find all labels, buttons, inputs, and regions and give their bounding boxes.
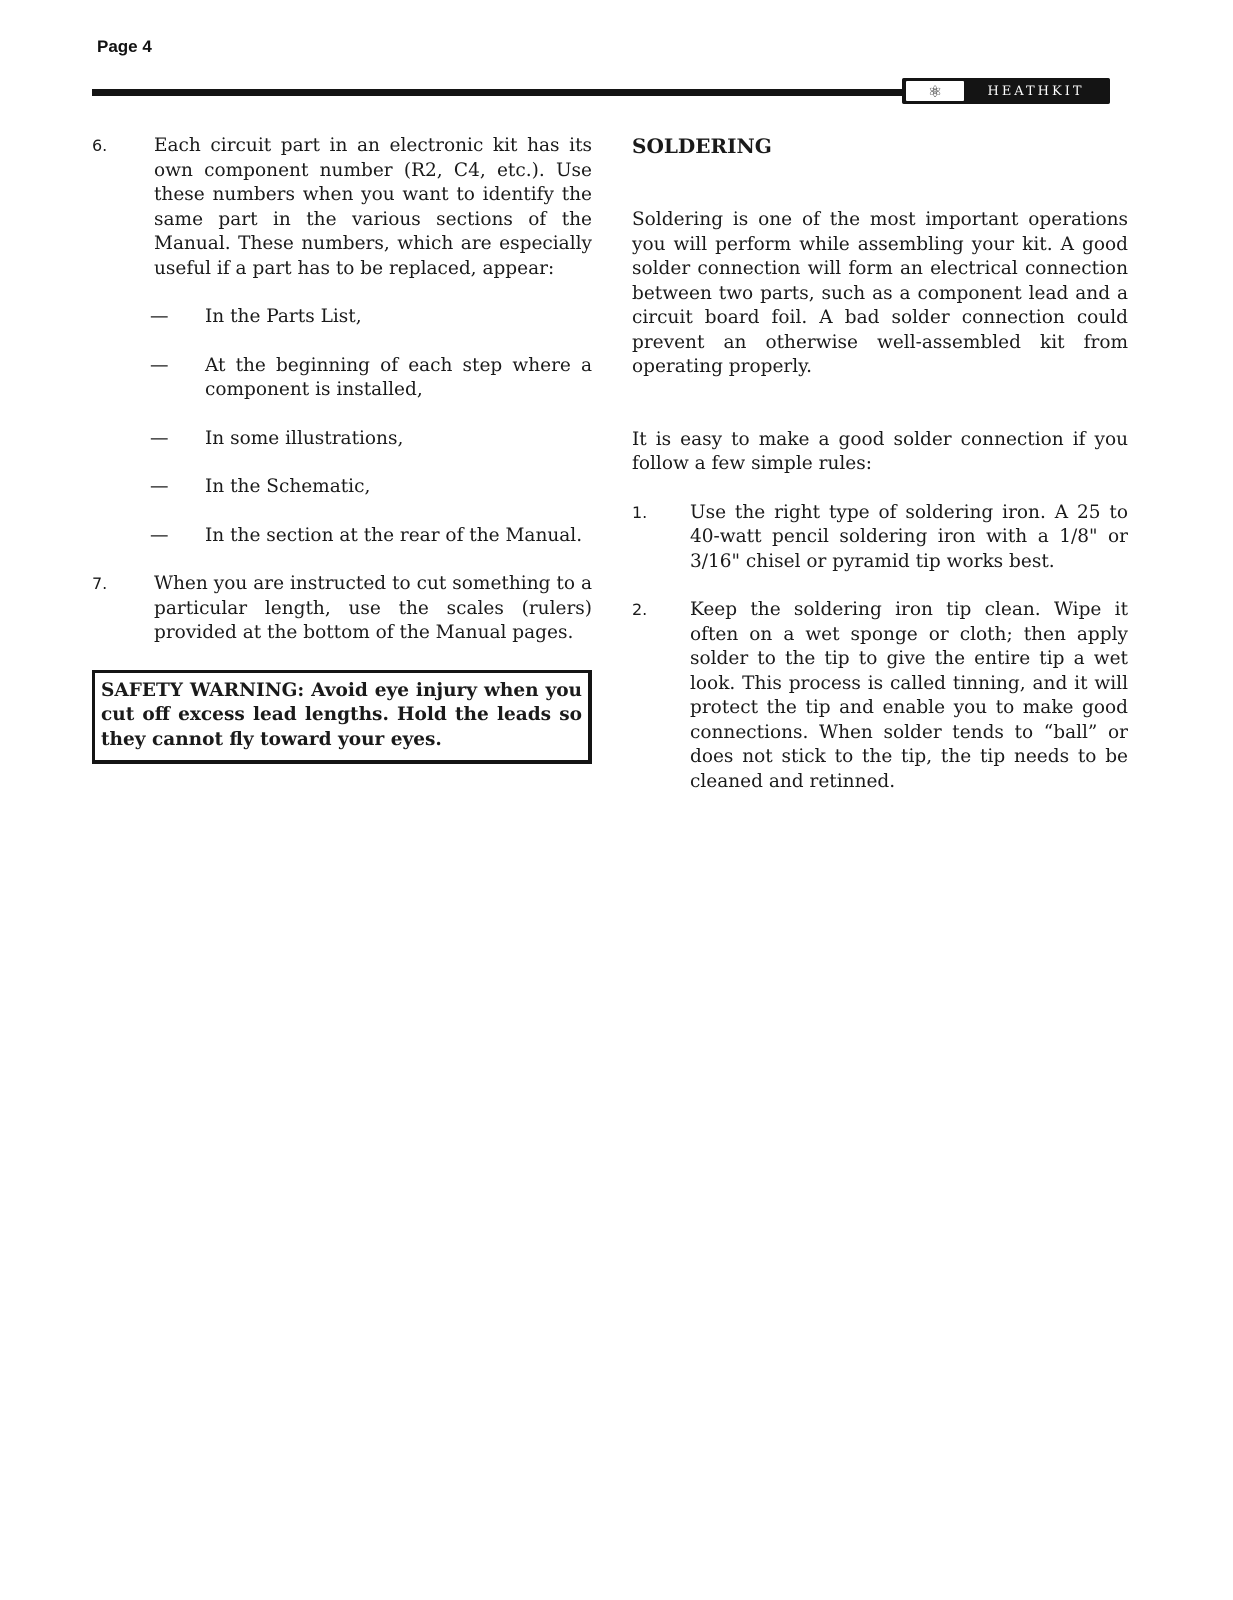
list-item [92,354,592,403]
page-number: Page 4 [97,37,152,56]
list-item [92,524,592,549]
list-item [92,305,592,330]
list-item-text: In the Parts List, [205,306,362,327]
header-rule [92,89,902,96]
appearance-list [92,305,592,548]
list-item [92,475,592,500]
list-item-text: In the section at the rear of the Manual. [205,524,583,546]
section-heading: SOLDERING [632,134,772,158]
dash-marker: — [150,306,169,327]
intro-paragraph: Soldering is one of the most important operations you will perform while assembling your kit. A good solder connection will form an electrical connection between two parts, such as a component lead and a circuit board foil. A bad solder connection could prevent an otherwise well-assembled kit from operating properly. [632,209,1128,377]
list-item [92,427,592,452]
heathkit-emblem-icon: ⚛ [906,81,964,101]
instruction-item-6 [92,134,592,281]
left-column [92,134,592,764]
rule-text: Keep the soldering iron tip clean. Wipe it often on a wet sponge or cloth; then apply solder to the tip to give the entire tip a wet look. This process is called tinning, and it will protect the tip and enable you to make good connections. When solder tends to “ball” or does not stick to the tip, the tip needs to be cleaned and retinned. [690,599,1128,792]
rule-item [632,501,1128,575]
rule-item [632,598,1128,794]
dash-marker: — [150,524,169,546]
list-item-text: In some illustrations, [205,427,404,449]
item-text: When you are instructed to cut something to a particular length, use the scales (rulers) provided at the bottom of the Manual pages. [154,573,592,643]
item-number: 7. [92,574,108,593]
right-column [632,134,1128,818]
rule-number: 2. [632,600,648,619]
safety-warning-box: SAFETY WARNING: Avoid eye injury when you cut off excess lead lengths. Hold the leads so they cannot fly toward your eyes. [92,670,592,765]
instruction-item-7 [92,572,592,646]
item-number: 6. [92,136,108,155]
logo-wordmark: HEATHKIT [987,83,1085,99]
item-text: Each circuit part in an electronic kit has its own component number (R2, C4, etc.). Use these numbers when you want to identify the same part in the various sections of the Manual. These numbers, which are especially useful if a part has to be replaced, appear: [154,135,592,279]
rule-number: 1. [632,502,648,522]
dash-marker: — [150,476,169,497]
rule-text: Use the right type of soldering iron. A 25 to 40-watt pencil soldering iron with a 1/8" or 3/16" chisel or pyramid tip works best. [690,501,1128,572]
heathkit-logo [902,78,1110,104]
soldering-rules-list [632,501,1128,795]
list-item-text: In the Schematic, [205,476,371,497]
dash-marker: — [150,354,169,376]
dash-marker: — [150,427,169,449]
list-item-text: At the beginning of each step where a component is installed, [205,354,592,400]
rules-intro-paragraph: It is easy to make a good solder connection if you follow a few simple rules: [632,428,1128,474]
